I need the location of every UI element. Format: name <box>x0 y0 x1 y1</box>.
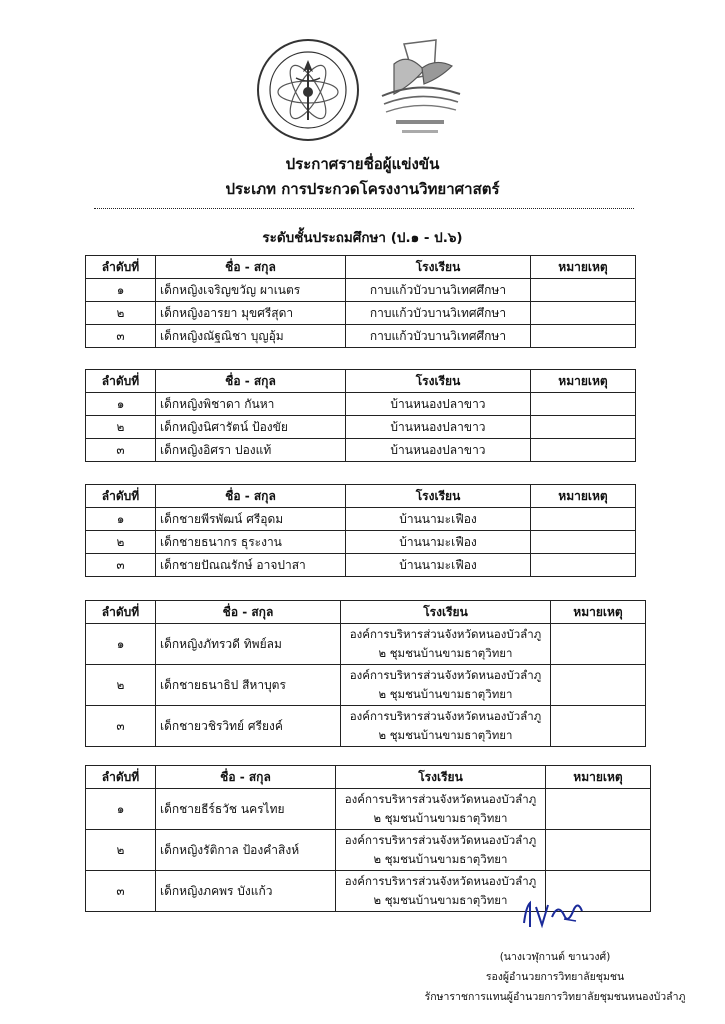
level-heading: ระดับชั้นประถมศึกษา (ป.๑ - ป.๖) <box>262 230 463 246</box>
order-cell: ๒ <box>86 531 156 554</box>
table-header-row <box>86 485 636 508</box>
col-school-header: โรงเรียน <box>336 766 546 789</box>
remark-cell <box>531 508 636 531</box>
remark-cell <box>531 393 636 416</box>
col-name-header: ชื่อ - สกุล <box>156 766 336 789</box>
remark-cell <box>531 279 636 302</box>
page-title: ประกาศรายชื่อผู้แข่งขัน <box>285 155 440 173</box>
competition-type: ประเภท การประกวดโครงงานวิทยาศาสตร์ <box>225 180 500 198</box>
col-school-header: โรงเรียน <box>346 485 531 508</box>
table-row <box>86 789 651 830</box>
order-cell: ๑ <box>86 393 156 416</box>
order-cell: ๒ <box>86 416 156 439</box>
table-row <box>86 416 636 439</box>
remark-cell <box>546 789 651 830</box>
signer-position: รองผู้อำนวยการวิทยาลัยชุมชน <box>485 971 625 983</box>
name-cell: เด็กหญิงณัฐณิชา บุญอุ้ม <box>156 325 346 348</box>
col-order-header: ลำดับที่ <box>86 766 156 789</box>
school-cell: กาบแก้วบัวบานวิเทศศึกษา <box>346 325 531 348</box>
col-school-header: โรงเรียน <box>341 601 551 624</box>
competitor-table-1 <box>85 255 636 348</box>
remark-cell <box>531 554 636 577</box>
order-cell: ๑ <box>86 789 156 830</box>
table-row <box>86 279 636 302</box>
col-name-header: ชื่อ - สกุล <box>156 256 346 279</box>
order-cell: ๓ <box>86 439 156 462</box>
table-row <box>86 830 651 871</box>
col-remark-header: หมายเหตุ <box>531 485 636 508</box>
name-cell: เด็กชายธีร์ธวัช นครไทย <box>156 789 336 830</box>
name-cell: เด็กชายวชิรวิทย์ ศรียงค์ <box>156 706 341 747</box>
order-cell: ๓ <box>86 706 156 747</box>
school-cell: องค์การบริหารส่วนจังหวัดหนองบัวลำภู ๒ ชุมชนบ้านขามธาตุวิทยา <box>341 665 551 706</box>
table-row <box>86 554 636 577</box>
table-row <box>86 439 636 462</box>
signer-acting-position: รักษาราชการแทนผู้อำนวยการวิทยาลัยชุมชนหนองบัวลำภู <box>424 991 686 1003</box>
competitor-table-3 <box>85 484 636 577</box>
table-row <box>86 665 646 706</box>
school-cell: บ้านนามะเฟือง <box>346 554 531 577</box>
name-cell: เด็กหญิงอิศรา ปองแท้ <box>156 439 346 462</box>
col-remark-header: หมายเหตุ <box>546 766 651 789</box>
remark-cell <box>531 325 636 348</box>
table-row <box>86 325 636 348</box>
remark-cell <box>531 531 636 554</box>
name-cell: เด็กหญิงรัติกาล ป้องคำสิงห์ <box>156 830 336 871</box>
remark-cell <box>551 665 646 706</box>
remark-cell <box>551 624 646 665</box>
school-cell: บ้านหนองปลาขาว <box>346 439 531 462</box>
school-cell: กาบแก้วบัวบานวิเทศศึกษา <box>346 279 531 302</box>
order-cell: ๑ <box>86 279 156 302</box>
order-cell: ๓ <box>86 325 156 348</box>
school-cell: องค์การบริหารส่วนจังหวัดหนองบัวลำภู ๒ ชุมชนบ้านขามธาตุวิทยา <box>336 789 546 830</box>
order-cell: ๓ <box>86 554 156 577</box>
col-school-header: โรงเรียน <box>346 370 531 393</box>
dotted-divider <box>94 208 634 209</box>
table-header-row <box>86 370 636 393</box>
name-cell: เด็กชายพีรพัฒน์ ศรีอุดม <box>156 508 346 531</box>
table-row <box>86 624 646 665</box>
remark-cell <box>551 706 646 747</box>
school-cell: บ้านหนองปลาขาว <box>346 416 531 439</box>
community-college-logo-icon <box>374 34 466 142</box>
order-cell: ๓ <box>86 871 156 912</box>
competitor-table-5 <box>85 765 651 912</box>
government-seal-icon <box>256 38 360 142</box>
school-cell: องค์การบริหารส่วนจังหวัดหนองบัวลำภู ๒ ชุมชนบ้านขามธาตุวิทยา <box>341 624 551 665</box>
order-cell: ๒ <box>86 830 156 871</box>
col-remark-header: หมายเหตุ <box>531 256 636 279</box>
order-cell: ๑ <box>86 508 156 531</box>
name-cell: เด็กหญิงนิศารัตน์ ป้องขัย <box>156 416 346 439</box>
table-row <box>86 302 636 325</box>
name-cell: เด็กชายธนาธิป สีหาบุตร <box>156 665 341 706</box>
competitor-table-2 <box>85 369 636 462</box>
school-cell: องค์การบริหารส่วนจังหวัดหนองบัวลำภู ๒ ชุมชนบ้านขามธาตุวิทยา <box>336 830 546 871</box>
col-remark-header: หมายเหตุ <box>531 370 636 393</box>
remark-cell <box>546 830 651 871</box>
col-order-header: ลำดับที่ <box>86 256 156 279</box>
table-header-row <box>86 256 636 279</box>
school-cell: องค์การบริหารส่วนจังหวัดหนองบัวลำภู ๒ ชุมชนบ้านขามธาตุวิทยา <box>341 706 551 747</box>
name-cell: เด็กหญิงพิชาดา กันหา <box>156 393 346 416</box>
table-header-row <box>86 766 651 789</box>
col-order-header: ลำดับที่ <box>86 370 156 393</box>
school-cell: บ้านนามะเฟือง <box>346 508 531 531</box>
table-row <box>86 508 636 531</box>
table-header-row <box>86 601 646 624</box>
remark-cell <box>531 302 636 325</box>
name-cell: เด็กหญิงภัทรวดี ทิพย์ลม <box>156 624 341 665</box>
school-cell: องค์การบริหารส่วนจังหวัดหนองบัวลำภู ๒ ชุมชนบ้านขามธาตุวิทยา <box>336 871 546 912</box>
name-cell: เด็กชายธนากร ธุระงาน <box>156 531 346 554</box>
order-cell: ๑ <box>86 624 156 665</box>
name-cell: เด็กชายปัณณรักษ์ อาจปาสา <box>156 554 346 577</box>
handwritten-signature <box>518 897 588 931</box>
remark-cell <box>531 439 636 462</box>
competitor-table-4 <box>85 600 646 747</box>
col-school-header: โรงเรียน <box>346 256 531 279</box>
name-cell: เด็กหญิงอารยา มุขศรีสุดา <box>156 302 346 325</box>
table-row <box>86 531 636 554</box>
remark-cell <box>531 416 636 439</box>
col-name-header: ชื่อ - สกุล <box>156 370 346 393</box>
table-row <box>86 706 646 747</box>
col-order-header: ลำดับที่ <box>86 485 156 508</box>
order-cell: ๒ <box>86 302 156 325</box>
school-cell: บ้านหนองปลาขาว <box>346 393 531 416</box>
name-cell: เด็กหญิงภคพร บังแก้ว <box>156 871 336 912</box>
col-remark-header: หมายเหตุ <box>551 601 646 624</box>
name-cell: เด็กหญิงเจริญขวัญ ผาเนตร <box>156 279 346 302</box>
school-cell: บ้านนามะเฟือง <box>346 531 531 554</box>
col-name-header: ชื่อ - สกุล <box>156 601 341 624</box>
table-row <box>86 393 636 416</box>
signer-name: (นางเวฬุกานต์ ขานวงศ์) <box>499 951 611 963</box>
col-order-header: ลำดับที่ <box>86 601 156 624</box>
order-cell: ๒ <box>86 665 156 706</box>
school-cell: กาบแก้วบัวบานวิเทศศึกษา <box>346 302 531 325</box>
col-name-header: ชื่อ - สกุล <box>156 485 346 508</box>
